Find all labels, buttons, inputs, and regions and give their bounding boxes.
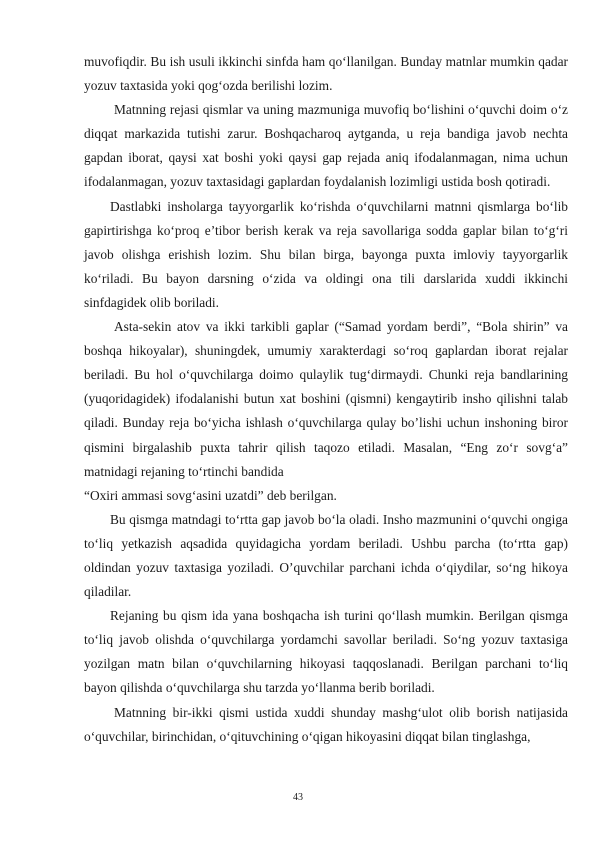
paragraph-1: muvofiqdir. Bu ish usuli ikkinchi sinfda ham qo‘llanilgan. Bunday matnlar mumkin qadar yozuv taxtasida yoki qog‘ozda berilishi lozim. xyxy=(84,54,568,94)
paragraph-6: Bu qismga matndagi to‘rtta gap javob bo‘la oladi. Insho mazmunini o‘quvchi ongiga to‘liq yetkazish aqsadida quyidagicha yordam beriladi. Ushbu parcha (to‘rtta gap) oldindan yozuv taxtasiga yoziladi. O’quvchilar parchani ichda o‘qiydilar, so‘ng hikoya qiladilar. xyxy=(84,511,568,600)
paragraph-8: Matnning bir-ikki qismi ustida xuddi shunday mashg‘ulot olib borish natijasida o‘quvchilar, birinchidan, o‘qituvchining o‘qigan hikoyasini diqqat bilan tinglashga, xyxy=(84,704,568,744)
paragraph-3: Dastlabki insholarga tayyorgarlik ko‘rishda o‘quvchilarni matnni qismlarga bo‘lib gapirtirishga ko‘proq e’tibor berish kerak va reja savollariga sodda gaplar bilan to‘g‘ri javob olishga erishish lozim. Shu bilan birga, bayonga puxta imloviy tayyorgarlik ko‘riladi. Bu bayon darsning o‘zida va oldingi ona tili darslarida xuddi ikkinchi sinfdagidek olib boriladi. xyxy=(84,198,568,310)
paragraph-4: Asta-sekin atov va ikki tarkibli gaplar (“Samad yordam berdi”, “Bola shirin” va boshqa hikoyalar), shuningdek, umumiy xarakterdagi so‘roq gaplardan iborat rejalar beriladi. Bu hol o‘quvchilarga doimo qulaylik tug‘dirmaydi. Chunki reja bandlarining (yuqoridagidek) ifodalanishi butun xat boshini (qismni) kengaytirib insho qilishni talab qiladi. Bunday reja bo‘yicha ishlash o‘quvchilarga qulay bo’lishi uchun inshoning biror qismini birgalashib puxta tahrir qilish taqozo etiladi. Masalan, “Eng zo‘r sovg‘a” matnidagi rejaning to‘rtinchi bandida xyxy=(84,319,568,479)
paragraph-5: “Oxiri ammasi sovg‘asini uzatdi” deb berilgan. xyxy=(84,487,337,503)
page-number: 43 xyxy=(293,792,303,803)
page-body xyxy=(84,50,568,749)
paragraph-2: Matnning rejasi qismlar va uning mazmuniga muvofiq bo‘lishini o‘quvchi doim o‘z diqqat markazida tutishi zarur. Boshqacharoq aytganda, u reja bandiga javob nechta gapdan iborat, qaysi xat boshi yoki qaysi gap rejada aniq ifodalanmagan, nima uchun ifodalanmagan, yozuv taxtasidagi gaplardan foydalanish lozimligi ustida bosh qotiradi. xyxy=(84,102,568,190)
paragraph-7: Rejaning bu qism ida yana boshqacha ish turini qo‘llash mumkin. Berilgan qismga to‘liq javob olishda o‘quvchilarga yordamchi savollar beriladi. So‘ng yozuv taxtasiga yozilgan matn bilan o‘quvchilarning hikoyasi taqqoslanadi. Berilgan parchani to‘liq bayon qilishda o‘quvchilarga shu tarzda yo‘llanma berib boriladi. xyxy=(84,608,568,696)
